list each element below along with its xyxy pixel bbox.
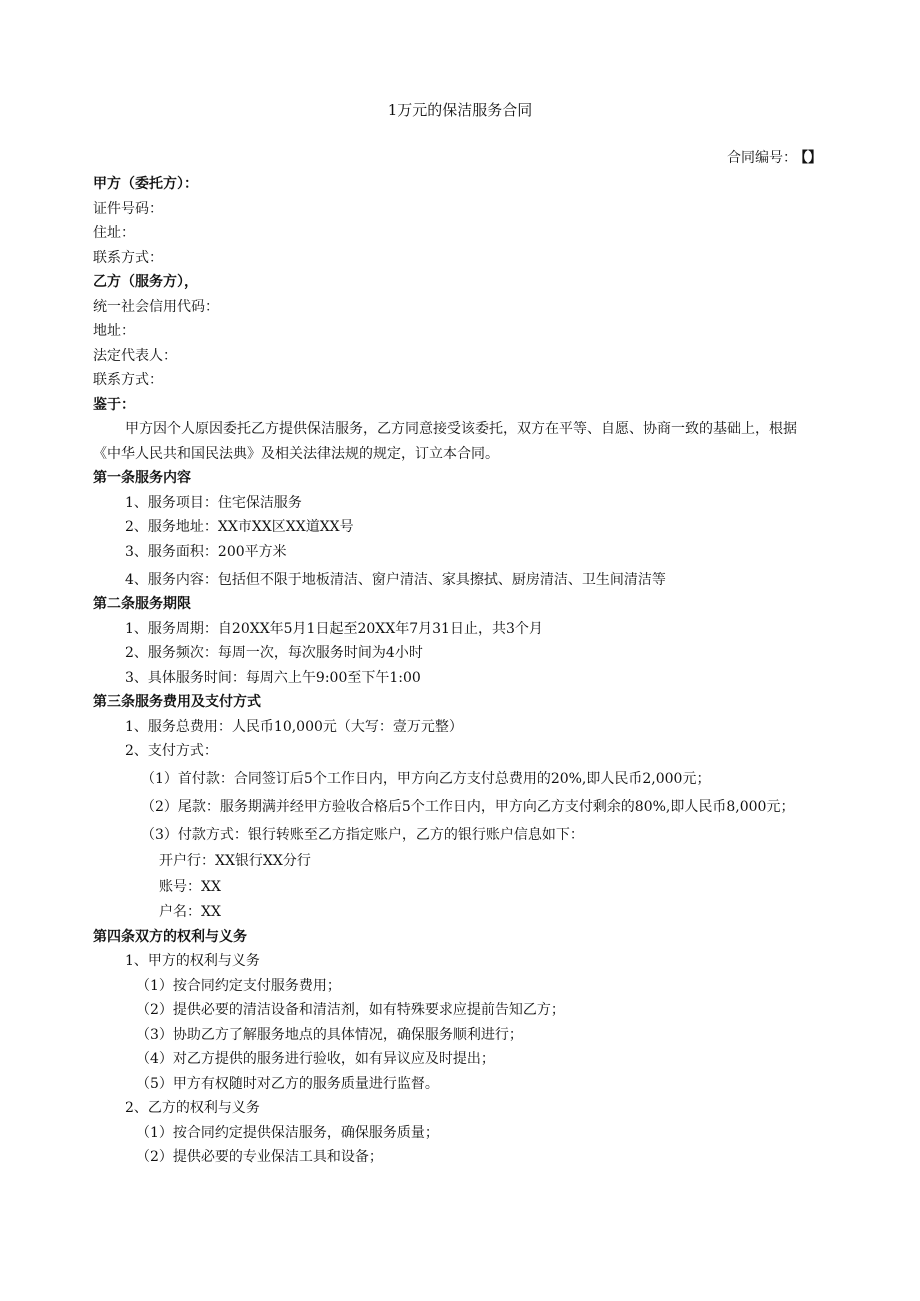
contract-body (93, 172, 823, 1170)
article1-item: 2、服务地址：XX市XX区XX道XX号 (125, 519, 354, 535)
party-a-duty: （5）甲方有权随时对乙方的服务质量进行监督。 (136, 1075, 439, 1092)
document-title: 1万元的保洁服务合同 (387, 101, 533, 119)
article2-item: 1、服务周期：自20XX年5月1日起至20XX年7月31日止，共3个月 (125, 620, 543, 637)
article3-sub3: （3）付款方式：银行转账至乙方指定账户，乙方的银行账户信息如下： (141, 827, 584, 843)
article2-item: 2、服务频次：每周一次，每次服务时间为4小时 (125, 645, 423, 661)
article4-heading: 第四条双方的权利与义务 (93, 928, 247, 945)
party-b-contact: 联系方式： (93, 372, 163, 388)
party-b-address: 地址： (93, 323, 135, 339)
article3-sub1: （1）首付款：合同签订后5个工作日内，甲方向乙方支付总费用的20%,即人民币2,000元； (141, 771, 711, 787)
article1-item: 4、服务内容：包括但不限于地板清洁、窗户清洁、家具擦拭、厨房清洁、卫生间清洁等 (125, 571, 666, 588)
party-b-duty: （2）提供必要的专业保洁工具和设备； (136, 1149, 383, 1165)
bank-name: 开户行：XX银行XX分行 (159, 853, 311, 869)
party-b-duty: （1）按合同约定提供保洁服务，确保服务质量； (136, 1124, 439, 1141)
contract-number-label: 合同编号： (727, 150, 797, 166)
article1-heading: 第一条服务内容 (93, 470, 191, 486)
whereas-heading: 鉴于： (93, 396, 135, 413)
article3-method: 2、支付方式： (125, 743, 218, 759)
contract-number (727, 146, 822, 170)
party-b-credit-code: 统一社会信用代码： (93, 298, 219, 315)
party-a-duty: （2）提供必要的清洁设备和清洁剂，如有特殊要求应提前告知乙方； (136, 1002, 565, 1018)
party-a-duties-heading: 1、甲方的权利与义务 (125, 953, 260, 969)
party-b-duties-heading: 2、乙方的权利与义务 (125, 1100, 260, 1116)
whereas-paragraph: 甲方因个人原因委托乙方提供保洁服务，乙方同意接受该委托，双方在平等、自愿、协商一致的基础上，根据《中华人民共和国民法典》及相关法律法规的规定，订立本合同。 (93, 421, 797, 462)
party-a-heading: 甲方（委托方）： (93, 176, 198, 192)
party-a-id: 证件号码： (93, 200, 163, 217)
article1-item: 3、服务面积：200平方米 (125, 543, 287, 560)
party-b-heading: 乙方（服务方）， (93, 274, 198, 290)
article3-heading: 第三条服务费用及支付方式 (93, 694, 261, 710)
bank-account: 账号：XX (159, 878, 221, 895)
article3-sub2 (93, 794, 823, 821)
party-a-duty: （1）按合同约定支付服务费用； (136, 977, 341, 994)
article3-total: 1、服务总费用：人民币10,000元（大写：壹万元整） (125, 718, 463, 735)
contract-number-value: 【】 (801, 150, 822, 166)
article2-item: 3、具体服务时间：每周六上午9:00至下午1:00 (125, 669, 421, 686)
party-a-address: 住址： (93, 225, 135, 241)
party-a-duty: （4）对乙方提供的服务进行验收，如有异议应及时提出； (136, 1051, 495, 1067)
account-holder: 户名：XX (159, 904, 221, 920)
party-b-legal-rep: 法定代表人： (93, 347, 177, 364)
party-a-contact: 联系方式： (93, 249, 163, 266)
party-a-duty: （3）协助乙方了解服务地点的具体情况，确保服务顺利进行； (136, 1026, 523, 1043)
article2-heading: 第二条服务期限 (93, 596, 191, 612)
article1-item: 1、服务项目：住宅保洁服务 (125, 494, 302, 511)
article3-sub2-text: （2）尾款：服务期满并经甲方验收合格后5个工作日内，甲方向乙方支付剩余的80%,即人民币8,000元； (141, 799, 795, 815)
